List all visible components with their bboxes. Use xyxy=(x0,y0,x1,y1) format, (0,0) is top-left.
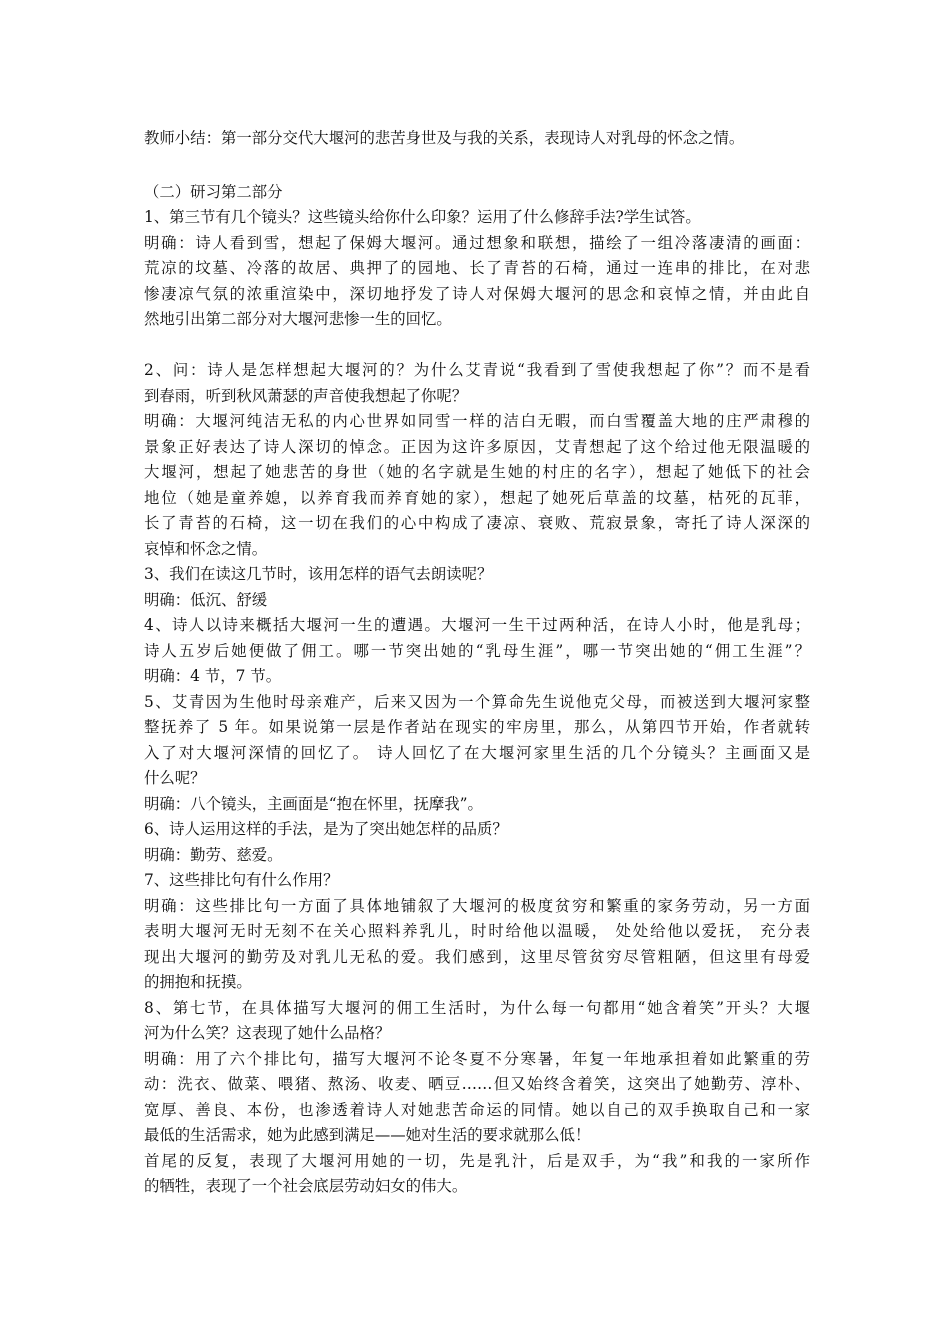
text-line: 4、诗人以诗来概括大堰河一生的遭遇。大堰河一生干过两种活，在诗人小时，他是乳母； xyxy=(144,616,810,634)
text-line: 1、第三节有几个镜头？这些镜头给你什么印象？运用了什么修辞手法?学生试答。 xyxy=(144,208,701,226)
text-line: 大堰河，想起了她悲苦的身世（她的名字就是生她的村庄的名字），想起了她低下的社会 xyxy=(144,463,810,481)
text-line: 3、我们在读这几节时，该用怎样的语气去朗读呢？ xyxy=(144,565,493,583)
document-page xyxy=(144,126,810,1200)
text-line: 诗人五岁后她便做了佣工。哪一节突出她的“乳母生涯”，哪一节突出她的“佣工生涯”？ xyxy=(144,641,810,660)
text-line: 7、这些排比句有什么作用？ xyxy=(144,871,339,889)
text-line: 首尾的反复，表现了大堰河用她的一切，先是乳汁，后是双手，为“我”和我的一家所作 xyxy=(144,1151,810,1170)
text-line: 明确：诗人看到雪，想起了保姆大堰河。通过想象和联想，描绘了一组冷落凄清的画面： xyxy=(144,233,810,252)
text-line: 明确：这些排比句一方面了具体地铺叙了大堰河的极度贫穷和繁重的家务劳动，另一方面 xyxy=(144,896,810,915)
spacer xyxy=(144,166,810,180)
text-line: 长了青苔的石椅，这一切在我们的心中构成了凄凉、衰败、荒寂景象，寄托了诗人深深的 xyxy=(144,514,810,532)
teacher-summary: 教师小结：第一部分交代大堰河的悲苦身世及与我的关系，表现诗人对乳母的怀念之情。 xyxy=(144,129,745,147)
text-line: 景象正好表达了诗人深切的悼念。正因为这许多原因，艾青想起了这个给过他无限温暖的 xyxy=(144,437,810,456)
text-line: 然地引出第二部分对大堰河悲惨一生的回忆。 xyxy=(144,310,452,328)
text-line: 的牺牲，表现了一个社会底层劳动妇女的伟大。 xyxy=(144,1177,468,1195)
text-line: 表明大堰河无时无刻不在关心照料养乳儿，时时给他以温暖， 处处给他以爱抚， 充分表 xyxy=(144,922,810,940)
spacer xyxy=(144,152,810,166)
text-line: 明确：勤劳、慈爱。 xyxy=(144,845,283,864)
text-line: 明确：用了六个排比句，描写大堰河不论冬夏不分寒暑，年复一年地承担着如此繁重的劳 xyxy=(144,1049,810,1068)
text-line: 哀悼和怀念之情。 xyxy=(144,539,268,558)
text-line: 宽厚、善良、本份，也渗透着诗人对她悲苦命运的同情。她以自己的双手换取自己和一家 xyxy=(144,1100,810,1119)
text-line: 动：洗衣、做菜、喂猪、熬汤、收麦、晒豆……但又始终含着笑，这突出了她勤劳、淳朴、 xyxy=(144,1075,810,1093)
text-line: 惨凄凉气氛的浓重渲染中，深切地抒发了诗人对保姆大堰河的思念和哀悼之情，并由此自 xyxy=(144,284,810,303)
paragraph-block-2 xyxy=(144,358,810,1200)
spacer xyxy=(144,333,810,359)
text-line: 到春雨，听到秋风萧瑟的声音使我想起了你呢？ xyxy=(144,386,468,405)
text-line: 明确：低沉、舒缓 xyxy=(144,590,268,609)
text-line: 的拥抱和抚摸。 xyxy=(144,973,252,991)
text-line: 5、艾青因为生他时母亲难产，后来又因为一个算命先生说他克父母，而被送到大堰河家整 xyxy=(144,692,810,711)
text-line: 荒凉的坟墓、冷落的故居、典押了的园地、长了青苔的石椅，通过一连串的排比，在对悲 xyxy=(144,259,810,277)
text-line: 明确：八个镜头，主画面是“抱在怀里，抚摩我”。 xyxy=(144,794,483,813)
text-line: 地位（她是童养媳，以养育我而养育她的家），想起了她死后草盖的坟墓，枯死的瓦菲， xyxy=(144,488,810,507)
text-line: 入了对大堰河深情的回忆了。 诗人回忆了在大堰河家里生活的几个分镜头？主画面又是 xyxy=(144,743,810,762)
text-line: 明确：大堰河纯洁无私的内心世界如同雪一样的洁白无暇，而白雪覆盖大地的庄严肃穆的 xyxy=(144,412,810,430)
text-line: 6、诗人运用这样的手法，是为了突出她怎样的品质？ xyxy=(144,820,508,838)
text-line: 明确：4 节，7 节。 xyxy=(144,667,282,685)
text-line: 整抚养了 5 年。如果说第一层是作者站在现实的牢房里，那么，从第四节开始，作者就转 xyxy=(144,718,810,736)
text-line: 什么呢？ xyxy=(144,769,206,787)
text-line: 最低的生活需求，她为此感到满足——她对生活的要求就那么低！ xyxy=(144,1126,591,1144)
text-line: 8、第七节，在具体描写大堰河的佣工生活时，为什么每一句都用“她含着笑”开头？大堰 xyxy=(144,998,810,1017)
paragraph-block-1 xyxy=(144,205,810,333)
text-line: 2、问：诗人是怎样想起大堰河的？为什么艾青说“我看到了雪使我想起了你”？而不是看 xyxy=(144,361,810,379)
text-line: 现出大堰河的勤劳及对乳儿无私的爱。我们感到，这里尽管贫穷尽管粗陋，但这里有母爱 xyxy=(144,947,810,966)
section-title: （二）研习第二部分 xyxy=(144,182,283,201)
text-line: 河为什么笑？这表现了她什么品格？ xyxy=(144,1024,391,1042)
